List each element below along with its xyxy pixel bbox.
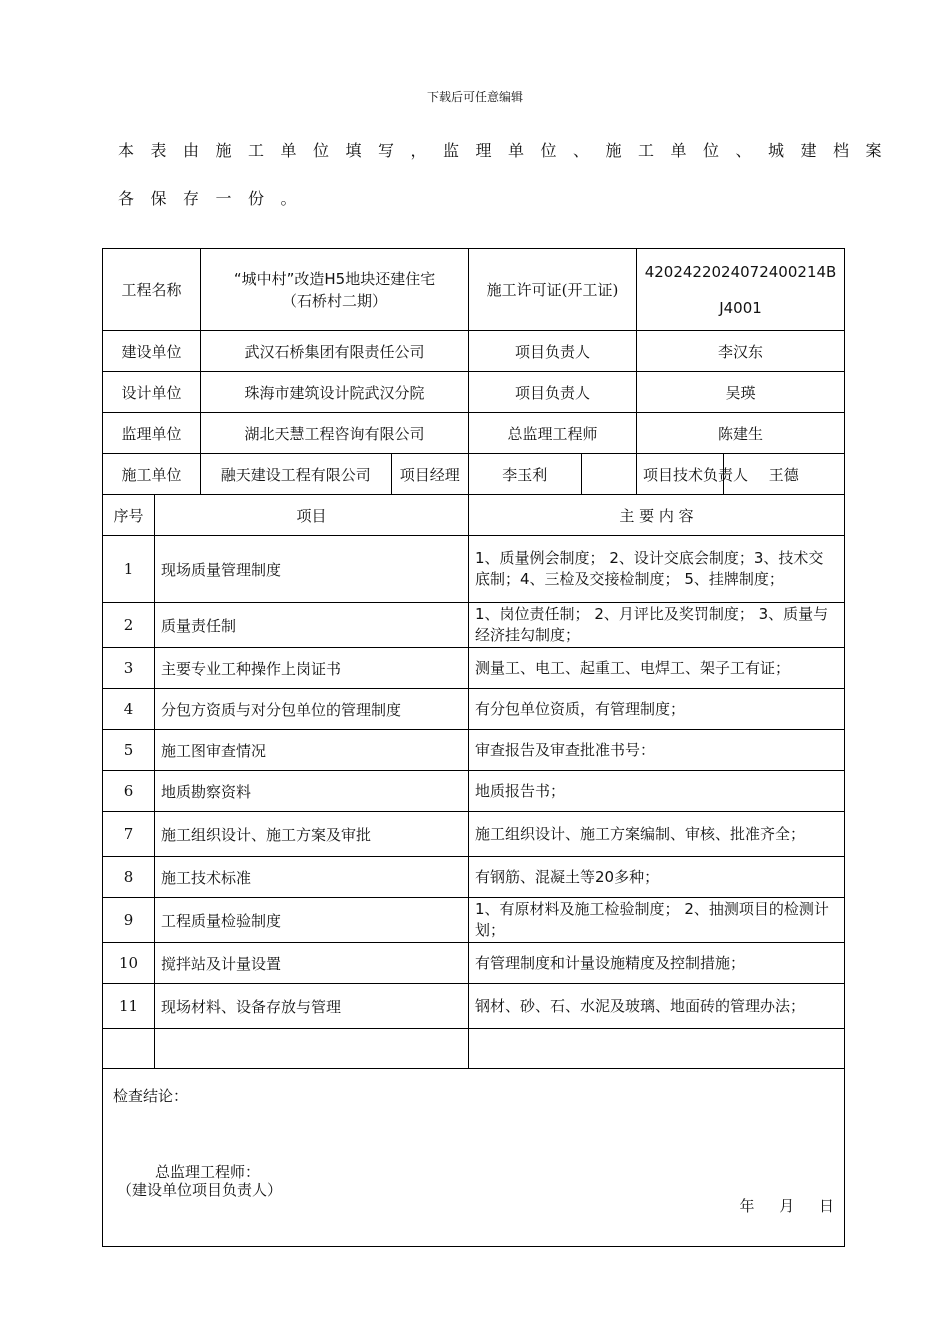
unit-row: [103, 331, 845, 372]
permit-label: 施工许可证(开工证): [469, 249, 637, 331]
column-header-content: 主 要 内 容: [469, 495, 845, 536]
table-row: [103, 536, 845, 603]
unit-value: 武汉石桥集团有限责任公司: [201, 331, 469, 372]
row-content: 有分包单位资质，有管理制度；: [469, 689, 845, 730]
row-content: 1、有原材料及施工检验制度； 2、抽测项目的检测计划；: [469, 898, 845, 943]
intro-line-1: 本表由施工单位填写，监理单位、施工单位、城建档案: [118, 141, 899, 160]
row-content: 施工组织设计、施工方案编制、审核、批准齐全；: [469, 812, 845, 857]
row-seq: 5: [103, 730, 155, 771]
unit-label: 建设单位: [103, 331, 201, 372]
row-seq: 7: [103, 812, 155, 857]
row-seq: 2: [103, 603, 155, 648]
row-content: 审查报告及审查批准书号：: [469, 730, 845, 771]
conclusion-row: [103, 1069, 845, 1247]
conclusion-label: 检查结论：: [113, 1087, 189, 1105]
tech-lead-value: 王德: [723, 454, 844, 494]
person-label: 项目负责人: [469, 331, 637, 372]
unit-label: 监理单位: [103, 413, 201, 454]
row-item: 主要专业工种操作上岗证书: [155, 648, 469, 689]
construction-row: [103, 454, 845, 495]
project-row: [103, 249, 845, 331]
person-label: 总监理工程师: [469, 413, 637, 454]
table-row: [103, 943, 845, 984]
project-name-label: 工程名称: [103, 249, 201, 331]
table-row: [103, 730, 845, 771]
row-content: 有钢筋、混凝土等20多种；: [469, 857, 845, 898]
empty-row: [103, 1029, 845, 1069]
row-content: 有管理制度和计量设施精度及控制措施；: [469, 943, 845, 984]
unit-row: [103, 372, 845, 413]
project-name-value: “城中村”改造H5地块还建住宅（石桥村二期）: [201, 249, 469, 331]
tech-lead-label: 项目技术负责人: [643, 465, 749, 484]
table-row: [103, 898, 845, 943]
column-header-seq: 序号: [103, 495, 155, 536]
column-header-item: 项目: [155, 495, 469, 536]
unit-value: 珠海市建筑设计院武汉分院: [201, 372, 469, 413]
column-header-row: [103, 495, 845, 536]
unit-label: 设计单位: [103, 372, 201, 413]
row-seq: 1: [103, 536, 155, 603]
row-content: 1、质量例会制度； 2、设计交底会制度；3、技术交底制；4、三检及交接检制度； 5、挂牌制度；: [469, 536, 845, 603]
permit-number: 4202422024072400214BJ4001: [637, 249, 845, 331]
table-row: [103, 857, 845, 898]
row-seq: 10: [103, 943, 155, 984]
row-content: 地质报告书；: [469, 771, 845, 812]
header-note: 下载后可任意编辑: [426, 90, 523, 104]
manager-label: 项目经理: [391, 454, 468, 494]
table-row: [103, 648, 845, 689]
row-item: 搅拌站及计量设置: [155, 943, 469, 984]
row-item: 质量责任制: [155, 603, 469, 648]
person-value: 李汉东: [637, 331, 845, 372]
row-seq: 9: [103, 898, 155, 943]
row-seq: 11: [103, 984, 155, 1029]
construction-label: 施工单位: [103, 454, 201, 495]
row-content: 测量工、电工、起重工、电焊工、架子工有证；: [469, 648, 845, 689]
construction-value: 融天建设工程有限公司: [220, 465, 371, 484]
row-item: 工程质量检验制度: [155, 898, 469, 943]
row-content: 钢材、砂、石、水泥及玻璃、地面砖的管理办法；: [469, 984, 845, 1029]
table-row: [103, 984, 845, 1029]
owner-project-lead-label: （建设单位项目负责人）: [117, 1181, 283, 1199]
table-row: [103, 603, 845, 648]
table-row: [103, 689, 845, 730]
person-value: 吴瑛: [637, 372, 845, 413]
row-item: 现场质量管理制度: [155, 536, 469, 603]
row-item: 分包方资质与对分包单位的管理制度: [155, 689, 469, 730]
quality-check-table: [102, 248, 845, 1247]
row-item: 现场材料、设备存放与管理: [155, 984, 469, 1029]
row-item: 施工技术标准: [155, 857, 469, 898]
unit-row: [103, 413, 845, 454]
row-seq: 8: [103, 857, 155, 898]
intro-line-2: 各保存一份。: [118, 189, 314, 208]
row-seq: 4: [103, 689, 155, 730]
row-seq: 6: [103, 771, 155, 812]
row-content: 1、岗位责任制； 2、月评比及奖罚制度； 3、质量与经济挂勾制度；: [469, 603, 845, 648]
row-item: 地质勘察资料: [155, 771, 469, 812]
person-value: 陈建生: [637, 413, 845, 454]
table-row: [103, 771, 845, 812]
chief-supervisor-signature-label: 总监理工程师：: [155, 1163, 261, 1181]
person-label: 项目负责人: [469, 372, 637, 413]
date-line: 年 月 日: [739, 1197, 835, 1215]
row-item: 施工组织设计、施工方案及审批: [155, 812, 469, 857]
row-seq: 3: [103, 648, 155, 689]
unit-value: 湖北天慧工程咨询有限公司: [201, 413, 469, 454]
conclusion-box: [103, 1069, 845, 1247]
table-row: [103, 812, 845, 857]
row-item: 施工图审查情况: [155, 730, 469, 771]
manager-value: 李玉利: [502, 465, 548, 484]
